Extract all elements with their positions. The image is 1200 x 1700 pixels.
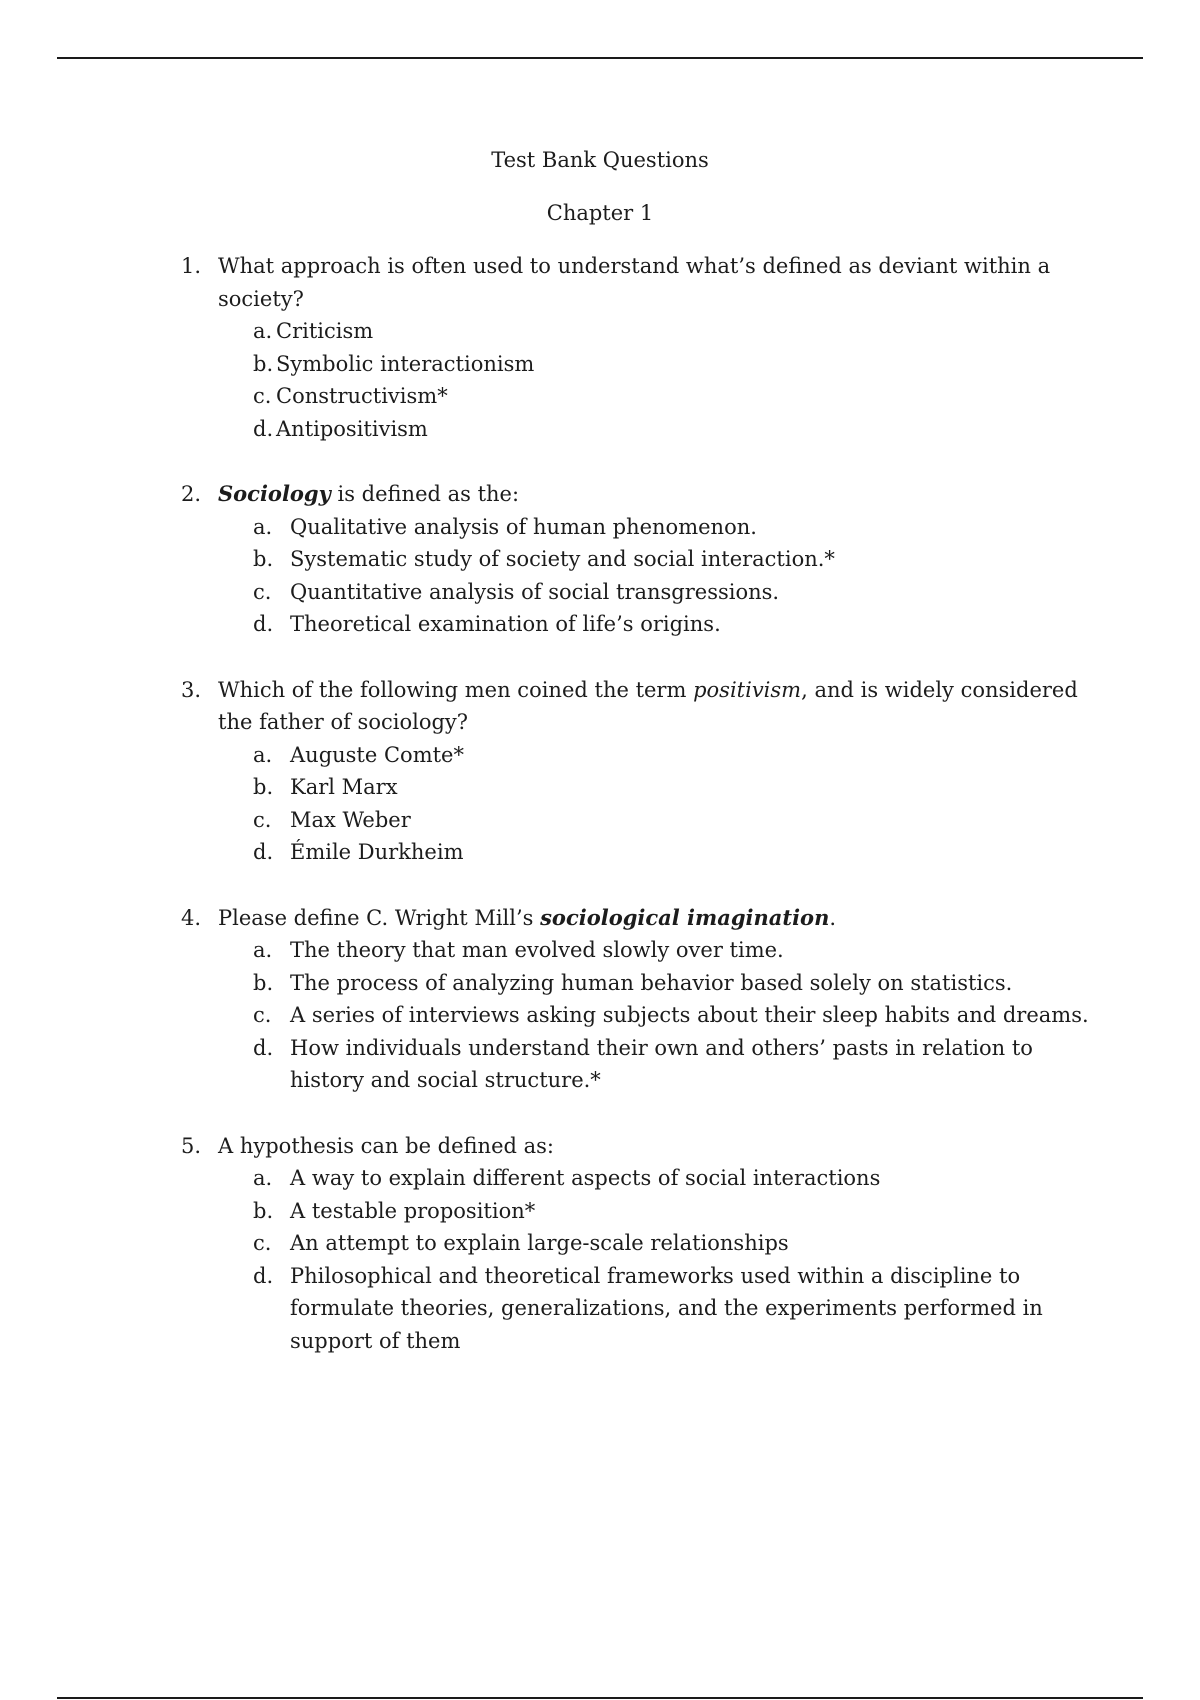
question-1 xyxy=(181,250,1101,445)
option-b xyxy=(218,1195,1101,1228)
question-number: 5. xyxy=(181,1133,202,1158)
option-b xyxy=(218,543,1101,576)
option-letter: d. xyxy=(253,1263,274,1288)
option-text: The theory that man evolved slowly over time. xyxy=(290,938,784,962)
option-letter: c. xyxy=(253,384,272,408)
option-a xyxy=(218,511,1101,544)
emphasized-term: sociological imagination xyxy=(540,904,830,930)
option-text: Philosophical and theoretical frameworks used within a discipline to formulate theories, generalizations, and the experiments performed in support of them xyxy=(290,1263,1043,1353)
option-text: An attempt to explain large-scale relationships xyxy=(290,1231,789,1255)
option-b xyxy=(218,771,1101,804)
option-letter: a. xyxy=(253,938,273,962)
option-a xyxy=(218,315,1101,348)
option-letter: a. xyxy=(253,1166,273,1190)
option-text: Criticism xyxy=(276,319,374,343)
option-list xyxy=(218,511,1101,641)
option-d xyxy=(218,608,1101,641)
option-c xyxy=(218,1227,1101,1260)
option-text: Auguste Comte* xyxy=(290,742,464,767)
option-letter: a. xyxy=(253,742,273,767)
option-b xyxy=(218,967,1101,1000)
option-letter: a. xyxy=(253,319,273,343)
document-title: Test Bank Questions xyxy=(491,148,709,172)
option-b xyxy=(218,348,1101,381)
option-letter: d. xyxy=(253,840,274,864)
option-letter: c. xyxy=(253,807,272,832)
question-4 xyxy=(181,902,1101,1097)
emphasized-term: positivism xyxy=(693,677,802,702)
option-list xyxy=(218,315,1101,445)
question-5 xyxy=(181,1130,1101,1358)
option-c xyxy=(218,380,1101,413)
option-text: Antipositivism xyxy=(276,416,428,441)
question-stem xyxy=(218,902,1101,935)
option-c xyxy=(218,999,1101,1032)
option-letter: c. xyxy=(253,1231,272,1255)
option-text: Émile Durkheim xyxy=(290,840,464,864)
question-2 xyxy=(181,478,1101,641)
question-number: 1. xyxy=(181,254,202,278)
option-letter: d. xyxy=(253,1035,274,1060)
option-d xyxy=(218,836,1101,869)
question-number: 3. xyxy=(181,677,202,702)
option-letter: b. xyxy=(253,351,274,376)
question-stem: What approach is often used to understand what’s defined as deviant within a society? xyxy=(218,254,1051,311)
option-d xyxy=(218,1032,1101,1097)
option-letter: d. xyxy=(253,612,274,636)
option-list xyxy=(218,1162,1101,1357)
option-text: The process of analyzing human behavior based solely on statistics. xyxy=(290,970,1013,995)
option-text: Quantitative analysis of social transgressions. xyxy=(290,579,780,604)
option-text: A series of interviews asking subjects about their sleep habits and dreams. xyxy=(290,1003,1089,1027)
option-text: A way to explain different aspects of social interactions xyxy=(290,1166,881,1190)
option-letter: b. xyxy=(253,547,274,571)
question-number: 4. xyxy=(181,905,202,930)
question-stem: A hypothesis can be defined as: xyxy=(218,1133,554,1158)
option-text: Systematic study of society and social interaction.* xyxy=(290,547,835,571)
option-d xyxy=(218,1260,1101,1358)
option-letter: c. xyxy=(253,1003,272,1027)
option-text: How individuals understand their own and others’ pasts in relation to history and social structure.* xyxy=(290,1035,1033,1092)
stem-text: , and is widely considered the father of sociology? xyxy=(218,677,1078,734)
option-text: Constructivism* xyxy=(276,384,448,408)
option-c xyxy=(218,576,1101,609)
option-letter: d. xyxy=(253,416,274,441)
stem-text: is defined as the: xyxy=(330,482,520,506)
option-a xyxy=(218,1162,1101,1195)
option-text: A testable proposition* xyxy=(290,1198,536,1223)
top-rule xyxy=(57,57,1143,59)
stem-text: . xyxy=(829,905,837,930)
option-letter: b. xyxy=(253,970,274,995)
question-list xyxy=(181,250,1101,1390)
option-a xyxy=(218,739,1101,772)
option-letter: a. xyxy=(253,514,273,539)
option-list xyxy=(218,934,1101,1097)
option-d xyxy=(218,413,1101,446)
question-number: 2. xyxy=(181,482,202,506)
option-letter: c. xyxy=(253,579,272,604)
question-stem xyxy=(218,674,1101,739)
option-text: Symbolic interactionism xyxy=(276,351,535,376)
option-text: Qualitative analysis of human phenomenon. xyxy=(290,514,757,539)
chapter-heading: Chapter 1 xyxy=(546,201,654,225)
option-a xyxy=(218,934,1101,967)
option-letter: b. xyxy=(253,775,274,799)
option-text: Karl Marx xyxy=(290,775,398,799)
option-text: Max Weber xyxy=(290,807,411,832)
option-letter: b. xyxy=(253,1198,274,1223)
bottom-rule xyxy=(57,1697,1143,1699)
option-c xyxy=(218,804,1101,837)
emphasized-term: Sociology xyxy=(218,481,331,506)
stem-text: Please define C. Wright Mill’s xyxy=(218,905,541,930)
stem-text: Which of the following men coined the term xyxy=(218,677,694,702)
question-stem xyxy=(218,478,1101,511)
option-text: Theoretical examination of life’s origins. xyxy=(290,612,721,636)
question-3 xyxy=(181,674,1101,869)
option-list xyxy=(218,739,1101,869)
